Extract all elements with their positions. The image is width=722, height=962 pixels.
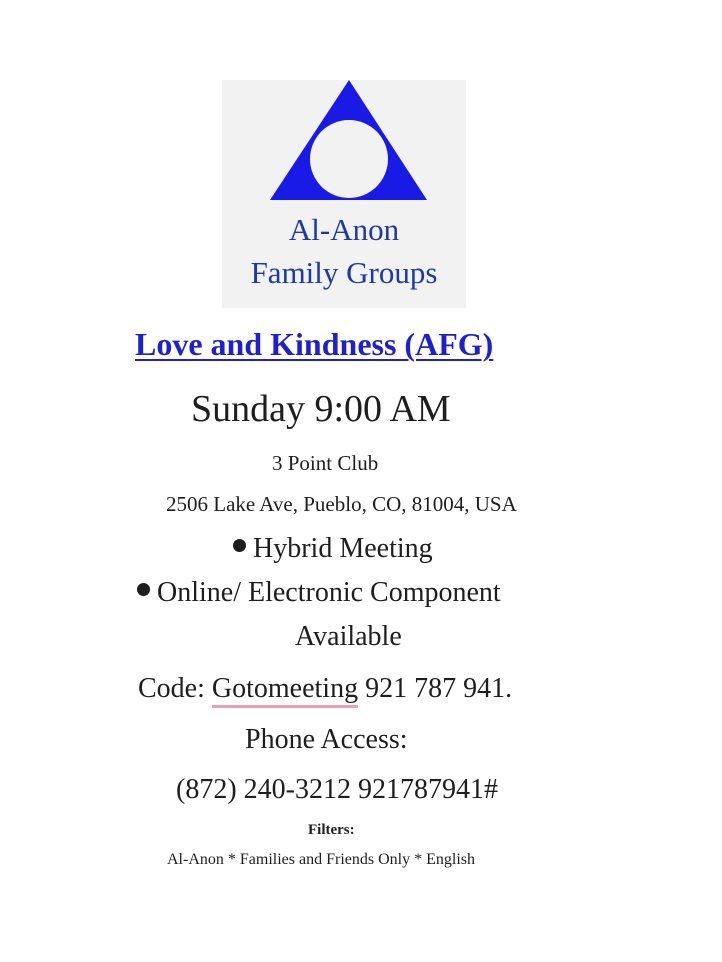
logo-circle <box>310 120 388 198</box>
location-name: 3 Point Club <box>272 451 379 475</box>
phone-access-label: Phone Access: <box>245 724 408 755</box>
format-item-online <box>137 577 501 609</box>
logo-text-line1: Al-Anon <box>288 212 400 247</box>
logo-text-line2: Family Groups <box>250 255 438 290</box>
format-item-online-continuation: Available <box>295 621 402 652</box>
code-value: 921 787 941. <box>365 673 513 704</box>
format-item-hybrid <box>233 533 433 565</box>
meeting-title-link[interactable]: Love and Kindness (AFG) <box>135 326 494 362</box>
code-platform: Gotomeeting <box>212 673 358 708</box>
al-anon-logo <box>222 80 466 308</box>
meeting-address: 2506 Lake Ave, Pueblo, CO, 81004, USA <box>166 492 517 516</box>
format-item-label: Online/ Electronic Component <box>157 577 501 608</box>
bullet-icon <box>137 583 150 596</box>
phone-access-number: (872) 240-3212 921787941# <box>176 774 498 805</box>
filters-values: Al-Anon * Families and Friends Only * English <box>167 851 475 868</box>
meeting-code <box>138 673 512 705</box>
code-label: Code: <box>138 673 205 704</box>
meeting-day-time: Sunday 9:00 AM <box>191 388 451 430</box>
format-item-label: Hybrid Meeting <box>253 533 433 564</box>
filters-heading: Filters: <box>308 822 355 838</box>
bullet-icon <box>233 539 246 552</box>
